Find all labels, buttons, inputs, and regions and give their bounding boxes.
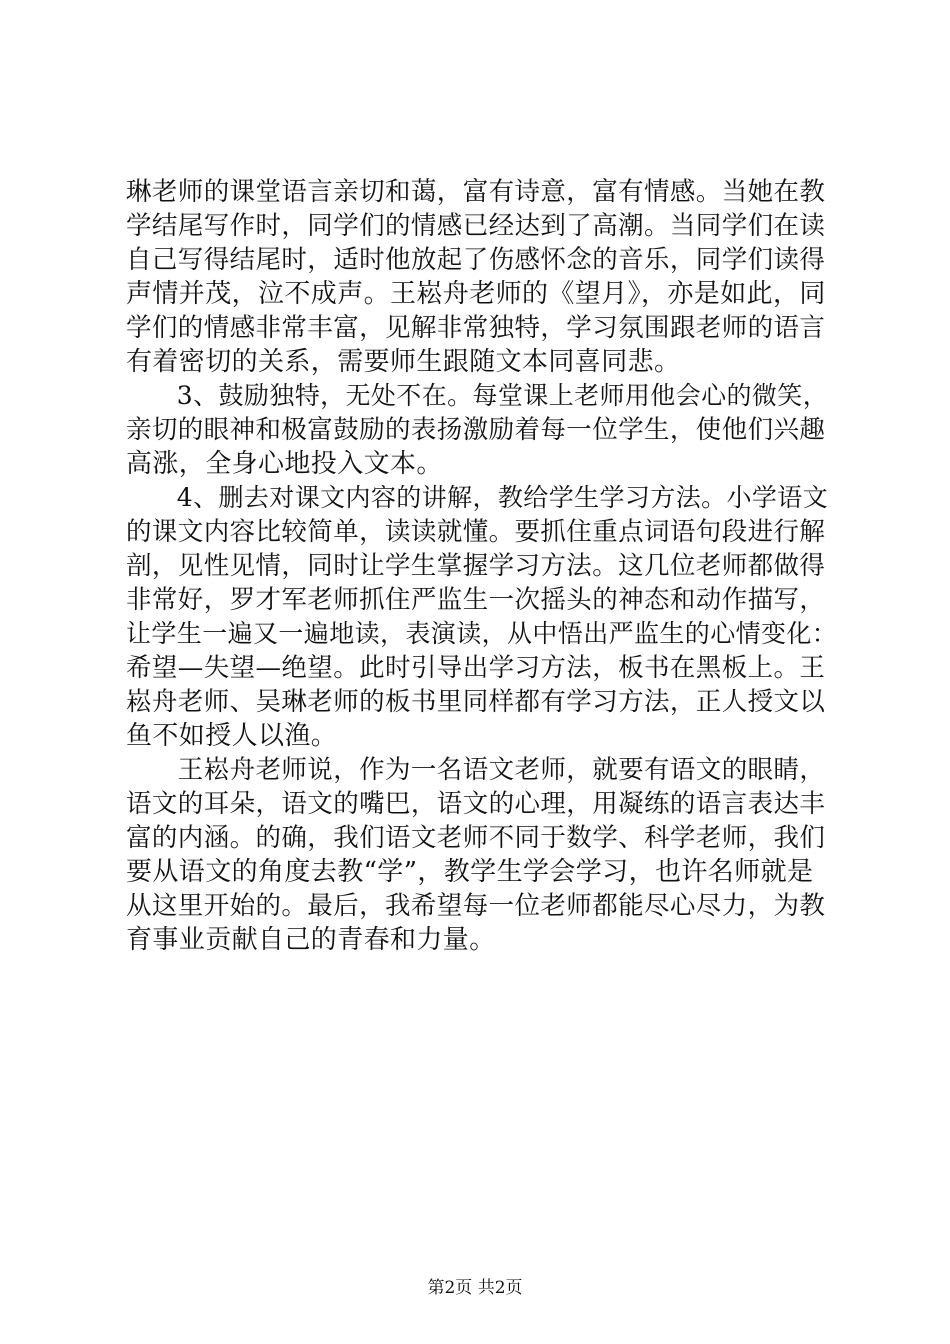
text-line: 育事业贡献自己的青春和力量。 bbox=[126, 925, 496, 955]
text-line: 剖，见性见情，同时让学生掌握学习方法。这几位老师都做得 bbox=[126, 551, 826, 581]
text-line: 有着密切的关系，需要师生跟随文本同喜同悲。 bbox=[126, 347, 681, 377]
text-line: 非常好，罗才军老师抓住严监生一次摇头的神态和动作描写， bbox=[126, 585, 826, 615]
text-line: 4、删去对课文内容的讲解，教给学生学习方法。小学语文 bbox=[126, 483, 829, 512]
page-footer: 第2页 共2页 bbox=[427, 1278, 523, 1298]
text-line: 亲切的眼神和极富鼓励的表扬激励着每一位学生，使他们兴趣 bbox=[126, 415, 826, 445]
text-line: 高涨，全身心地投入文本。 bbox=[126, 449, 443, 479]
text-line: 的课文内容比较简单，读读就懂。要抓住重点词语句段进行解 bbox=[126, 517, 826, 547]
text-line: 要从语文的角度去教“学”，教学生学会学习，也许名师就是 bbox=[126, 857, 814, 887]
text-line: 学结尾写作时，同学们的情感已经达到了高潮。当同学们在读 bbox=[126, 211, 826, 241]
text-line: 富的内涵。的确，我们语文老师不同于数学、科学老师，我们 bbox=[126, 823, 826, 853]
text-line: 崧舟老师、吴琳老师的板书里同样都有学习方法，正人授文以 bbox=[126, 687, 826, 717]
text-line: 王崧舟老师说，作为一名语文老师，就要有语文的眼睛， bbox=[126, 755, 826, 785]
text-line: 琳老师的课堂语言亲切和蔼，富有诗意，富有情感。当她在教 bbox=[126, 177, 826, 207]
text-line: 希望—失望—绝望。此时引导出学习方法，板书在黑板上。王 bbox=[126, 653, 826, 683]
text-line: 学们的情感非常丰富，见解非常独特，学习氛围跟老师的语言 bbox=[126, 313, 826, 343]
text-line: 3、鼓励独特，无处不在。每堂课上老师用他会心的微笑， bbox=[126, 381, 829, 410]
body-text bbox=[126, 175, 838, 957]
text-line: 从这里开始的。最后，我希望每一位老师都能尽心尽力，为教 bbox=[126, 891, 826, 921]
text-line: 让学生一遍又一遍地读，表演读，从中悟出严监生的心情变化： bbox=[126, 619, 838, 648]
text-line: 语文的耳朵，语文的嘴巴，语文的心理，用凝练的语言表达丰 bbox=[126, 789, 826, 819]
text-line: 声情并茂，泣不成声。王崧舟老师的《望月》，亦是如此，同 bbox=[126, 279, 826, 309]
text-line: 自己写得结尾时，适时他放起了伤感怀念的音乐，同学们读得 bbox=[126, 245, 826, 275]
text-line: 鱼不如授人以渔。 bbox=[126, 721, 338, 751]
